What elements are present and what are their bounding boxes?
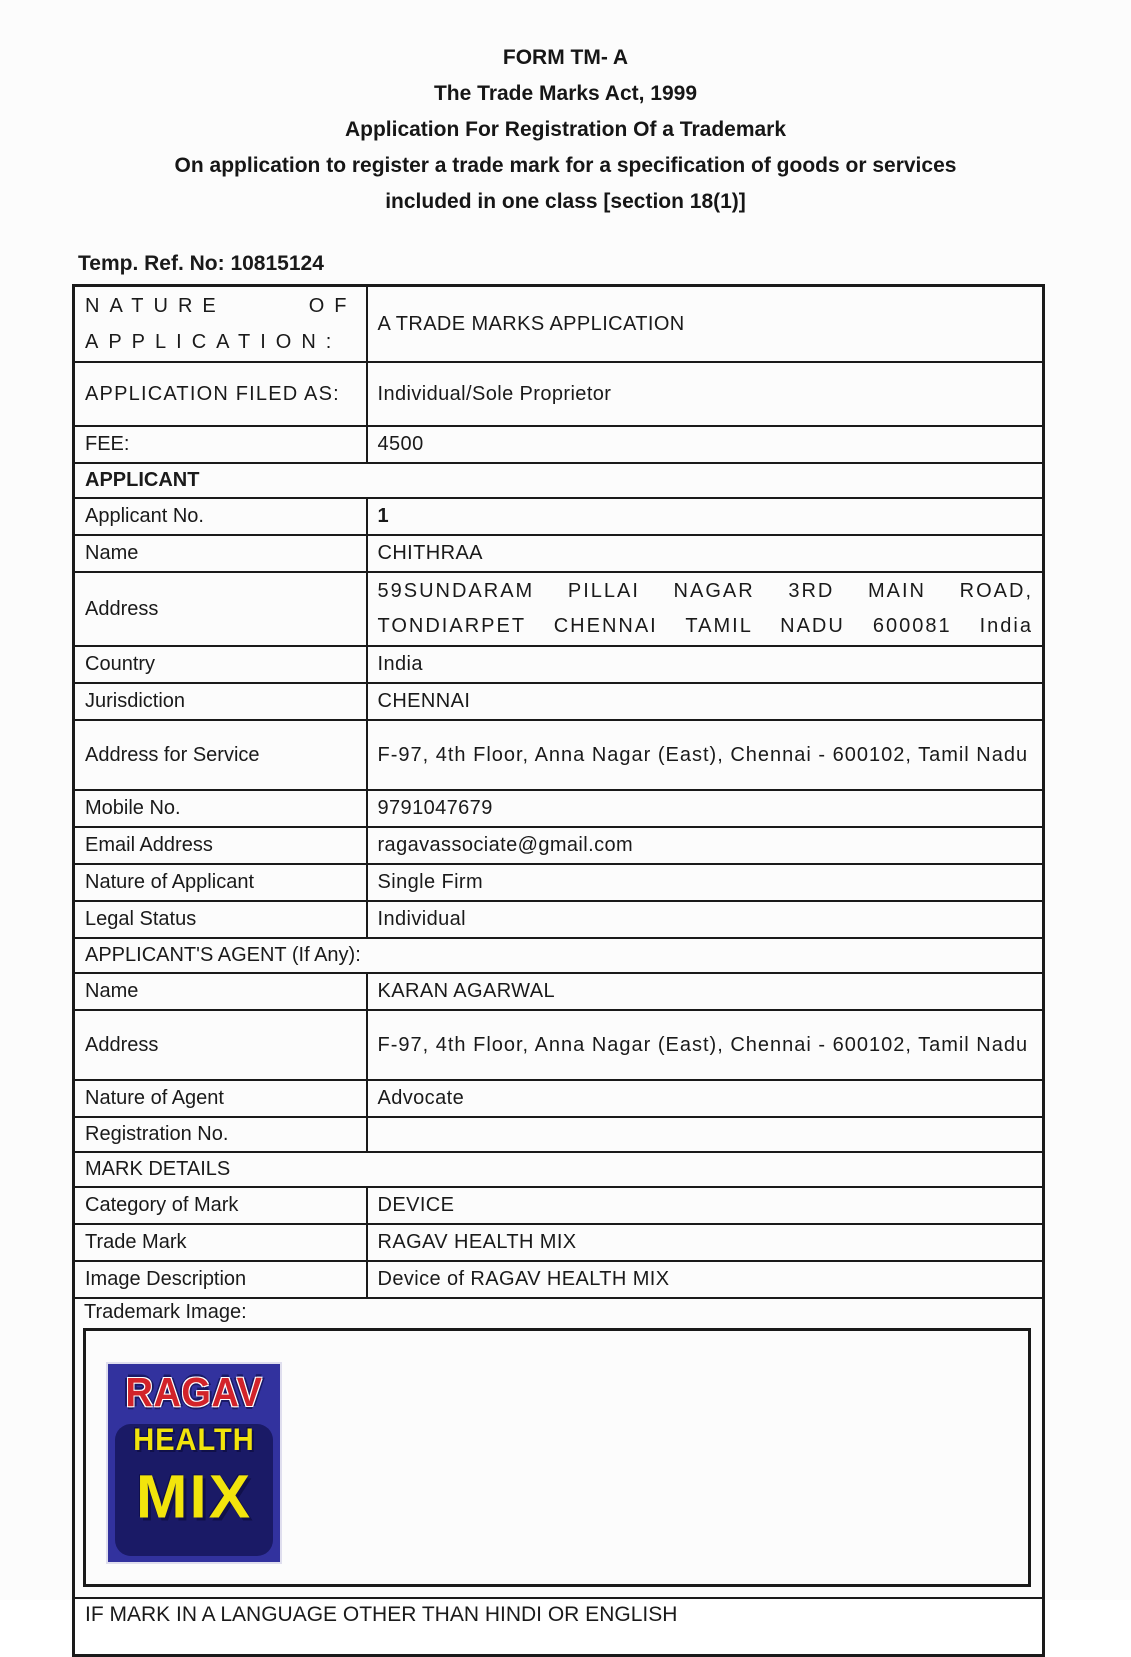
row-value: 4500 [367, 426, 1044, 463]
row-value: Single Firm [367, 864, 1044, 901]
row-label: Trade Mark [74, 1224, 367, 1261]
table-row [74, 790, 1044, 827]
row-value: 59SUNDARAM PILLAI NAGAR 3RD MAIN ROAD, TONDIARPET CHENNAI TAMIL NADU 600081 India [367, 572, 1044, 646]
table-row [74, 1261, 1044, 1298]
table-row [74, 827, 1044, 864]
row-label: FEE: [74, 426, 367, 463]
row-label: Mobile No. [74, 790, 367, 827]
row-value [367, 1117, 1044, 1152]
table-row [74, 535, 1044, 572]
table-row [74, 286, 1044, 363]
row-label: NATURE OF APPLICATION: [74, 286, 367, 363]
row-label: Nature of Applicant [74, 864, 367, 901]
table-row [74, 864, 1044, 901]
section-header: APPLICANT [74, 463, 1044, 498]
row-label: Address [74, 572, 367, 646]
section-header: IF MARK IN A LANGUAGE OTHER THAN HINDI OR ENGLISH [74, 1598, 1044, 1656]
row-value: CHENNAI [367, 683, 1044, 720]
row-label: Address [74, 1010, 367, 1080]
row-value: Device of RAGAV HEALTH MIX [367, 1261, 1044, 1298]
table-row [74, 463, 1044, 498]
row-value: India [367, 646, 1044, 683]
form-title: FORM TM- A [502, 46, 629, 69]
table-row [74, 1187, 1044, 1224]
row-label: Email Address [74, 827, 367, 864]
trademark-logo-image [108, 1364, 280, 1562]
row-value: ragavassociate@gmail.com [367, 827, 1044, 864]
table-row [74, 938, 1044, 973]
row-value: Individual/Sole Proprietor [367, 362, 1044, 426]
trademark-image-frame [83, 1328, 1031, 1587]
table-row [74, 1152, 1044, 1187]
table-row [74, 426, 1044, 463]
table-row [74, 720, 1044, 790]
table-row [74, 1298, 1044, 1598]
row-label: Image Description [74, 1261, 367, 1298]
table-row [74, 498, 1044, 535]
row-value: RAGAV HEALTH MIX [367, 1224, 1044, 1261]
table-row [74, 1224, 1044, 1261]
row-label: Legal Status [74, 901, 367, 938]
temp-ref-number: Temp. Ref. No: 10815124 [78, 252, 324, 275]
form-table-body [74, 286, 1044, 1656]
logo-text-health: HEALTH [133, 1422, 255, 1458]
table-row [74, 572, 1044, 646]
row-value: DEVICE [367, 1187, 1044, 1224]
trademark-image-cell [74, 1298, 1044, 1598]
row-label: Jurisdiction [74, 683, 367, 720]
table-row [74, 362, 1044, 426]
form-description-line1: On application to register a trade mark for a specification of goods or services [174, 154, 957, 177]
table-row [74, 901, 1044, 938]
table-row [74, 1117, 1044, 1152]
table-row [74, 1080, 1044, 1117]
row-label: APPLICATION FILED AS: [74, 362, 367, 426]
section-header: APPLICANT'S AGENT (If Any): [74, 938, 1044, 973]
row-value: F-97, 4th Floor, Anna Nagar (East), Chennai - 600102, Tamil Nadu [367, 1010, 1044, 1080]
application-form-table [72, 284, 1045, 1657]
section-header: MARK DETAILS [74, 1152, 1044, 1187]
row-label: Name [74, 973, 367, 1010]
row-label: Category of Mark [74, 1187, 367, 1224]
row-value: F-97, 4th Floor, Anna Nagar (East), Chennai - 600102, Tamil Nadu [367, 720, 1044, 790]
row-value: 9791047679 [367, 790, 1044, 827]
row-value: Advocate [367, 1080, 1044, 1117]
trademark-image-label: Trademark Image: [84, 1301, 247, 1323]
form-description-line2: included in one class [section 18(1)] [385, 190, 746, 213]
table-row [74, 683, 1044, 720]
row-label: Nature of Agent [74, 1080, 367, 1117]
row-label: Name [74, 535, 367, 572]
logo-text-ragav: RAGAV [125, 1370, 263, 1416]
row-value: Individual [367, 901, 1044, 938]
form-act-line: The Trade Marks Act, 1999 [433, 82, 697, 105]
row-label: Address for Service [74, 720, 367, 790]
table-row [74, 646, 1044, 683]
table-row [74, 1598, 1044, 1656]
row-label: Applicant No. [74, 498, 367, 535]
table-row [74, 973, 1044, 1010]
row-label: Country [74, 646, 367, 683]
row-value: CHITHRAA [367, 535, 1044, 572]
row-value: A TRADE MARKS APPLICATION [367, 286, 1044, 363]
logo-text-mix: MIX [135, 1463, 253, 1532]
row-value: KARAN AGARWAL [367, 973, 1044, 1010]
form-subtitle: Application For Registration Of a Trademark [344, 118, 787, 141]
table-row [74, 1010, 1044, 1080]
row-value: 1 [367, 498, 1044, 535]
row-label: Registration No. [74, 1117, 367, 1152]
form-header [0, 0, 1131, 220]
